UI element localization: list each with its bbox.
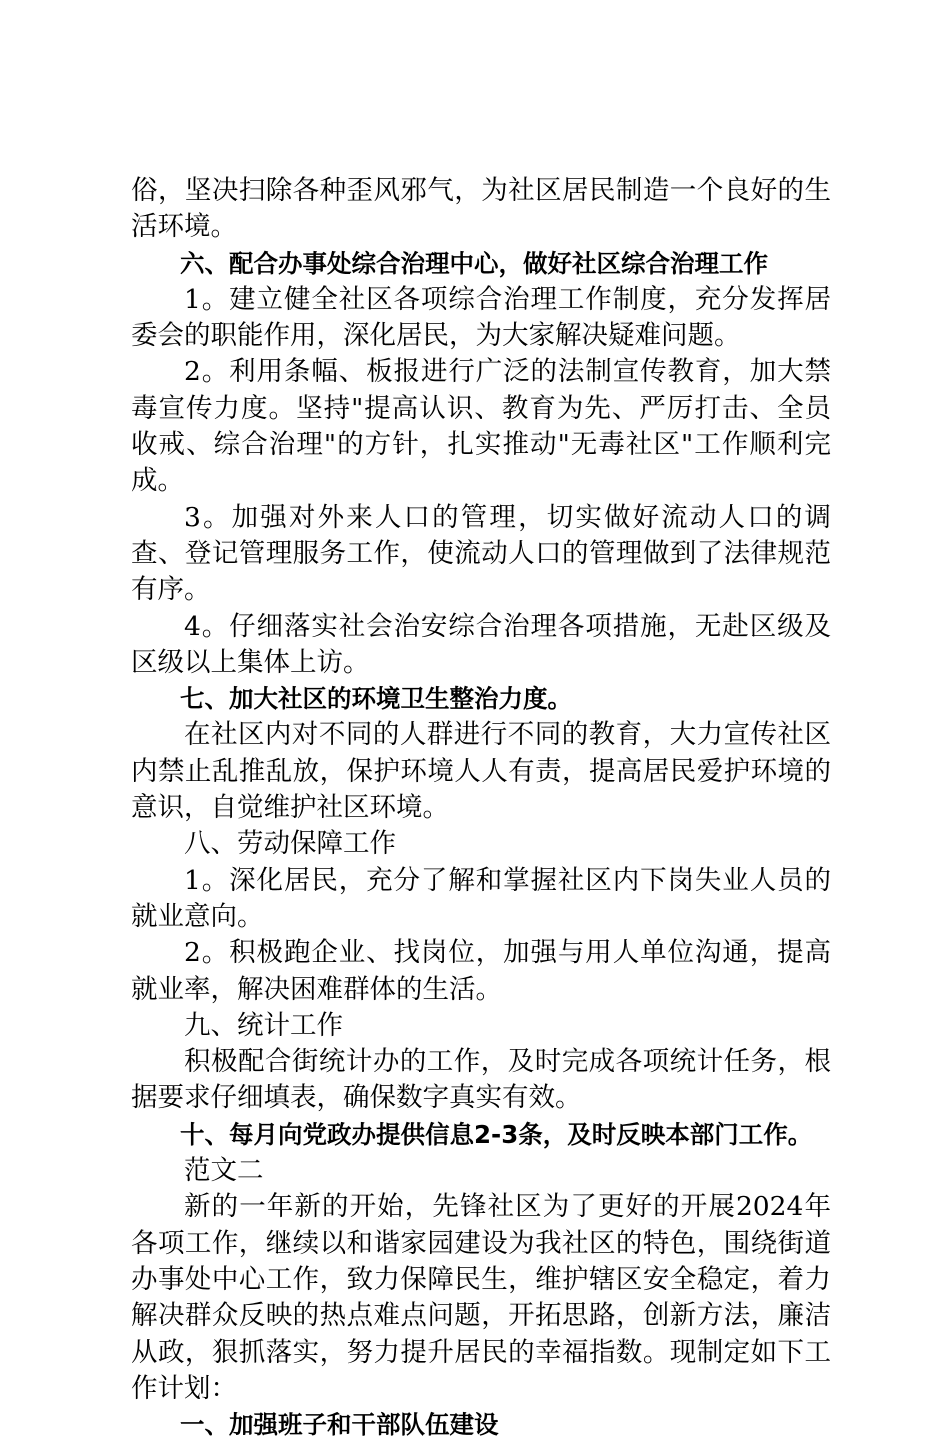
section-heading-8: 八、劳动保障工作 — [184, 828, 396, 860]
section-heading-6: 六、配合办事处综合治理中心，做好社区综合治理工作 — [180, 248, 768, 278]
paragraph-6-3: 3。加强对外来人口的管理，切实做好流动人口的调查、登记管理服务工作，使流动人口的管理做到了法律规范有序。 — [131, 501, 831, 606]
sample-label: 范文二 — [184, 1155, 264, 1187]
paragraph-6-2: 2。利用条幅、板报进行广泛的法制宣传教育，加大禁毒宣传力度。坚持"提高认识、教育为先、严厉打击、全员收戒、综合治理"的方针，扎实推动"无毒社区"工作顺利完成。 — [131, 356, 831, 497]
section-heading-9: 九、统计工作 — [184, 1009, 343, 1041]
paragraph-sample-2-intro: 新的一年新的开始，先锋社区为了更好的开展2024年各项工作，继续以和谐家园建设为我社区的特色，围绕街道办事处中心工作，致力保障民生，维护辖区安全稳定，着力解决群众反映的热点难点问题，开拓思路，创新方法，廉洁从政，狠抓落实，努力提升居民的幸福指数。现制定如下工作计划： — [131, 1191, 831, 1404]
paragraph-6-4: 4。仔细落实社会治安综合治理各项措施，无赴区级及区级以上集体上访。 — [131, 610, 831, 678]
paragraph-6-1: 1。建立健全社区各项综合治理工作制度，充分发挥居委会的职能作用，深化居民，为大家解决疑难问题。 — [131, 283, 831, 352]
paragraph-continuation: 俗，坚决扫除各种歪风邪气，为社区居民制造一个良好的生活环境。 — [131, 175, 831, 243]
paragraph-9: 积极配合街统计办的工作，及时完成各项统计任务，根据要求仔细填表，确保数字真实有效。 — [131, 1046, 831, 1114]
document-page — [131, 173, 831, 1443]
paragraph-7: 在社区内对不同的人群进行不同的教育，大力宣传社区内禁止乱推乱放，保护环境人人有责，提高居民爱护环境的意识，自觉维护社区环境。 — [131, 719, 831, 824]
section-heading-1: 一、加强班子和干部队伍建设 — [180, 1410, 499, 1440]
section-heading-10: 十、每月向党政办提供信息2-3条，及时反映本部门工作。 — [180, 1119, 813, 1149]
paragraph-8-2: 2。积极跑企业、找岗位，加强与用人单位沟通，提高就业率，解决困难群体的生活。 — [131, 937, 831, 1005]
section-heading-7: 七、加大社区的环境卫生整治力度。 — [180, 684, 572, 714]
paragraph-8-1: 1。深化居民，充分了解和掌握社区内下岗失业人员的就业意向。 — [131, 864, 831, 932]
